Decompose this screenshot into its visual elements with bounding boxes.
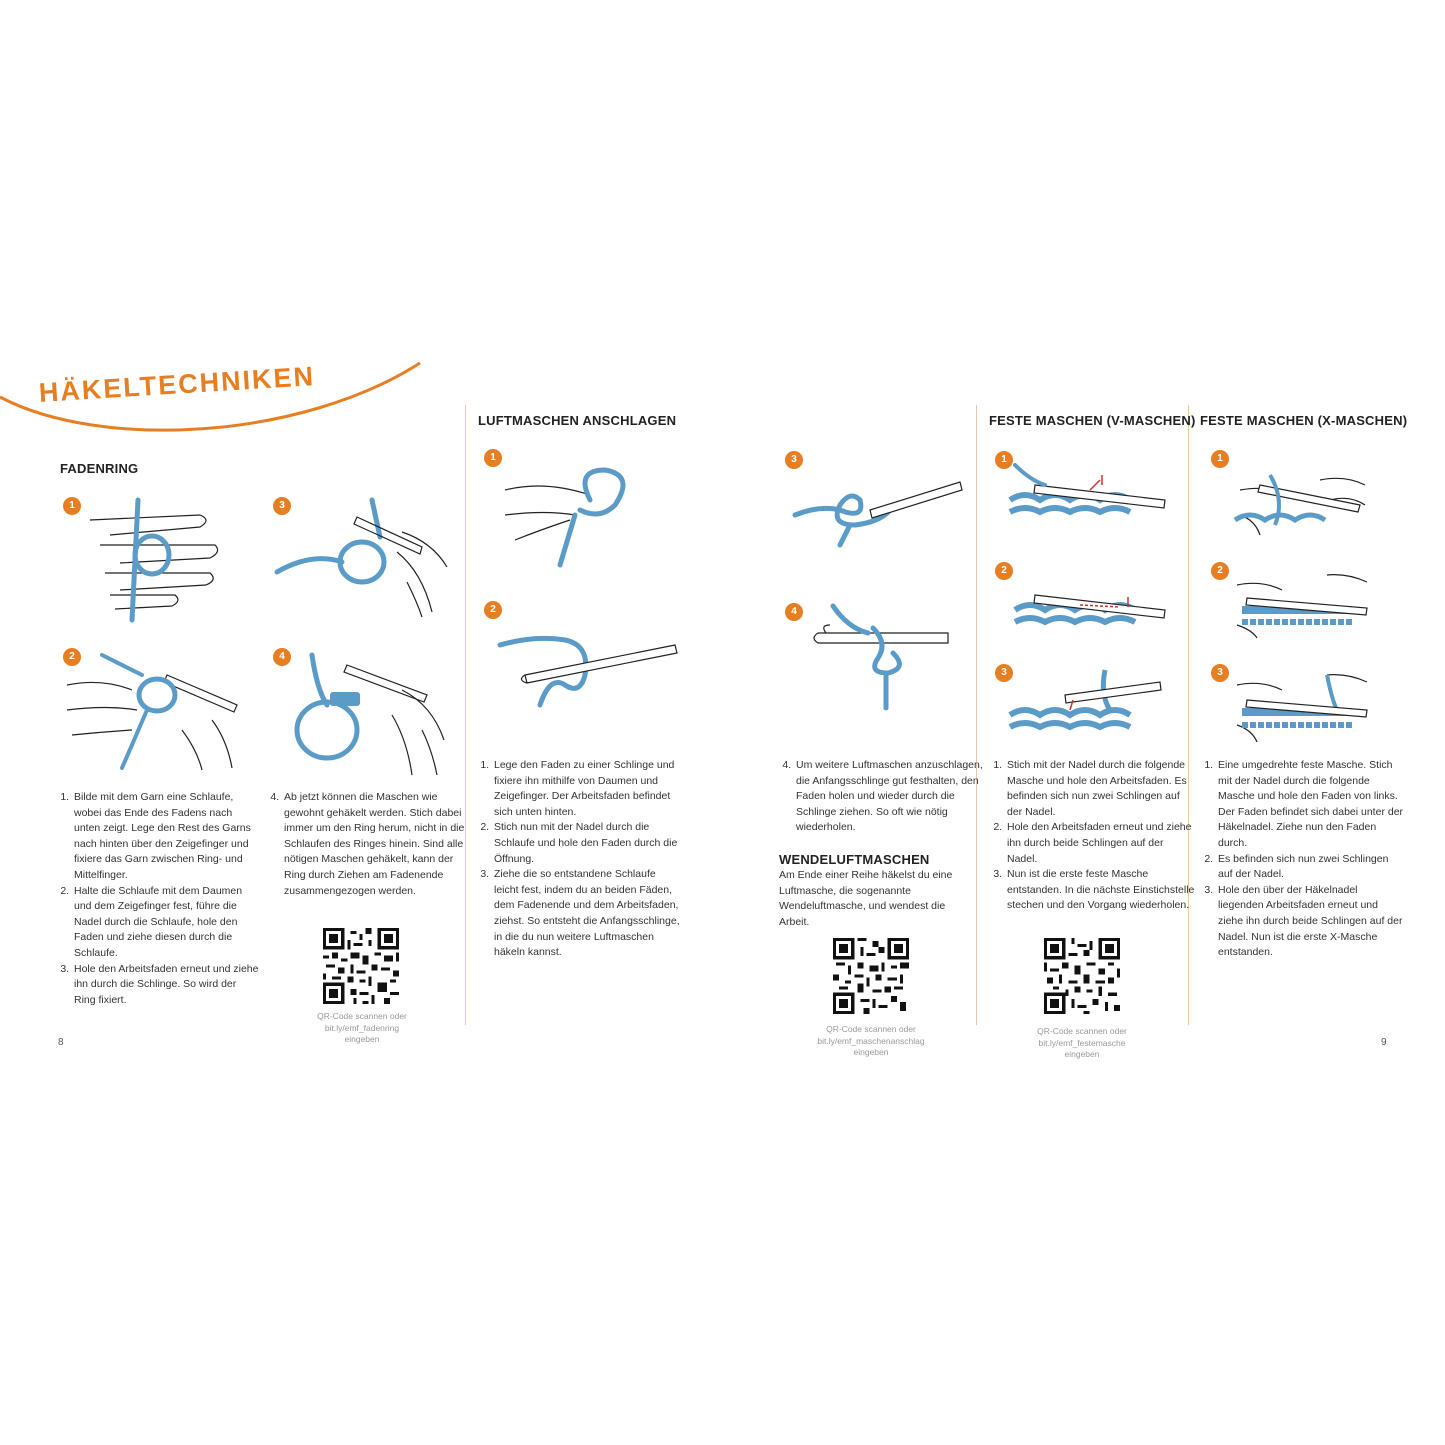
list-item: 3. Ziehe die so entstandene Schlaufe leicht fest, indem du an beiden Fäden, dem Fadenende und dem Arbeitsfaden, ziehst. So entsteht die Anfangsschlinge, in die du nun weitere Luftmaschen häkeln kannst. <box>492 867 682 961</box>
list-item: 2. Es befinden sich nun zwei Schlingen auf der Nadel. <box>1216 852 1404 883</box>
divider <box>1188 405 1189 1025</box>
step-list <box>1200 758 1404 961</box>
list-item: 4. Um weitere Luftmaschen anzuschlagen, die Anfangsschlinge gut festhalten, den Faden holen und wieder durch die Schlinge ziehen. So oft wie nötig wiederholen. <box>794 758 984 836</box>
step-list <box>476 758 682 961</box>
section-title-fadenring: FADENRING <box>60 461 139 476</box>
yarn-illustration <box>272 492 452 622</box>
yarn-illustration <box>1230 465 1370 540</box>
wende-text: Am Ende einer Reihe häkelst du eine Luftmasche, die sogenannte Wendeluftmasche, und wendest die Arbeit. <box>779 869 953 928</box>
yarn-illustration <box>62 650 242 775</box>
yarn-illustration <box>1232 670 1372 745</box>
yarn-illustration <box>80 495 230 625</box>
yarn-illustration <box>495 620 685 720</box>
section-title-feste-x: FESTE MASCHEN (X-MASCHEN) <box>1200 413 1408 428</box>
list-item: 2. Stich nun mit der Nadel durch die Schlaufe und hole den Faden durch die Öffnung. <box>492 820 682 867</box>
yarn-illustration <box>790 470 965 550</box>
list-item: 2. Halte die Schlaufe mit dem Daumen und dem Zeigefinger fest, führe die Nadel durch die Schlaufe, hole den Faden und ziehe diesen durch die Schlaufe. <box>72 884 260 962</box>
qr-caption: QR-Code scannen oder bit.ly/emf_maschenanschlag eingeben <box>817 1024 925 1057</box>
step-badge: 1 <box>63 497 81 515</box>
yarn-illustration <box>1232 570 1372 640</box>
list-item: 1. Stich mit der Nadel durch die folgende Masche und hole den Arbeitsfaden. Es befinden sich nun zwei Schlingen auf der Nadel. <box>1005 758 1195 820</box>
step-badge: 2 <box>484 601 502 619</box>
step-list <box>56 790 260 1008</box>
step-badge: 1 <box>995 451 1013 469</box>
qr-caption: QR-Code scannen oder bit.ly/emf_fadenring eingeben <box>317 1011 407 1044</box>
step-badge: 2 <box>63 648 81 666</box>
section-title-luftmaschen: LUFTMASCHEN ANSCHLAGEN <box>478 413 677 428</box>
qr-code <box>833 938 909 1014</box>
section-title-wendeluftmaschen: WENDELUFTMASCHEN <box>779 852 930 867</box>
divider <box>465 405 466 1025</box>
page-title: HÄKELTECHNIKEN <box>38 361 316 408</box>
qr-caption: QR-Code scannen oder bit.ly/emf_festemasche eingeben <box>1037 1026 1127 1059</box>
yarn-illustration <box>1010 575 1170 645</box>
step-list <box>778 758 984 836</box>
list-item: 3. Hole den Arbeitsfaden erneut und ziehe ihn durch die Schlinge. So wird der Ring fixiert. <box>72 962 260 1009</box>
divider <box>976 405 977 1025</box>
yarn-illustration <box>272 650 452 780</box>
step-list <box>989 758 1195 914</box>
qr-code <box>323 928 399 1004</box>
step-badge: 3 <box>1211 664 1229 682</box>
step-badge: 3 <box>995 664 1013 682</box>
yarn-illustration <box>808 603 958 713</box>
step-badge: 1 <box>1211 450 1229 468</box>
step-badge: 1 <box>484 449 502 467</box>
list-item: 3. Hole den über der Häkelnadel liegenden Arbeitsfaden erneut und ziehe ihn durch beide Schlingen auf der Nadel. Nun ist die erste X-Masche entstanden. <box>1216 883 1404 961</box>
list-item: 1. Eine umgedrehte feste Masche. Stich mit der Nadel durch die folgende Masche und hole den Faden von links. Der Faden befindet sich dabei unter der Häkelnadel. Ziehe nun den Faden durch. <box>1216 758 1404 852</box>
step-list <box>266 790 472 899</box>
step-badge: 2 <box>995 562 1013 580</box>
qr-code <box>1044 938 1120 1014</box>
step-badge: 2 <box>1211 562 1229 580</box>
page-number-right: 9 <box>1381 1037 1387 1048</box>
step-badge: 3 <box>273 497 291 515</box>
yarn-illustration <box>1005 660 1165 745</box>
yarn-illustration <box>495 465 655 575</box>
page-number-left: 8 <box>58 1037 64 1048</box>
list-item: 4. Ab jetzt können die Maschen wie gewohnt gehäkelt werden. Stich dabei immer um den Ring herum, nicht in die Schlaufen des Ringes hinein. Sind alle nötigen Maschen gehäkelt, kann der Ring durch Ziehen am Fadenende zusammengezogen werden. <box>282 790 472 899</box>
step-badge: 3 <box>785 451 803 469</box>
step-badge: 4 <box>273 648 291 666</box>
list-item: 3. Nun ist die erste feste Masche entstanden. In die nächste Einstichstelle stechen und den Vorgang wiederholen. <box>1005 867 1195 914</box>
list-item: 2. Hole den Arbeitsfaden erneut und ziehe ihn durch beide Schlingen auf der Nadel. <box>1005 820 1195 867</box>
section-title-feste-v: FESTE MASCHEN (V-MASCHEN) <box>989 413 1196 428</box>
list-item: 1. Bilde mit dem Garn eine Schlaufe, wobei das Ende des Fadens nach unten zeigt. Lege den Rest des Garns nach hinten über den Zeigefinger und fixiere das Garn zwischen Ring- und Mittelfinger. <box>72 790 260 884</box>
list-item: 1. Lege den Faden zu einer Schlinge und fixiere ihn mithilfe von Daumen und Zeigefinger. Der Arbeitsfaden befindet sich unten hinten. <box>492 758 682 820</box>
step-badge: 4 <box>785 603 803 621</box>
yarn-illustration <box>1005 460 1170 540</box>
